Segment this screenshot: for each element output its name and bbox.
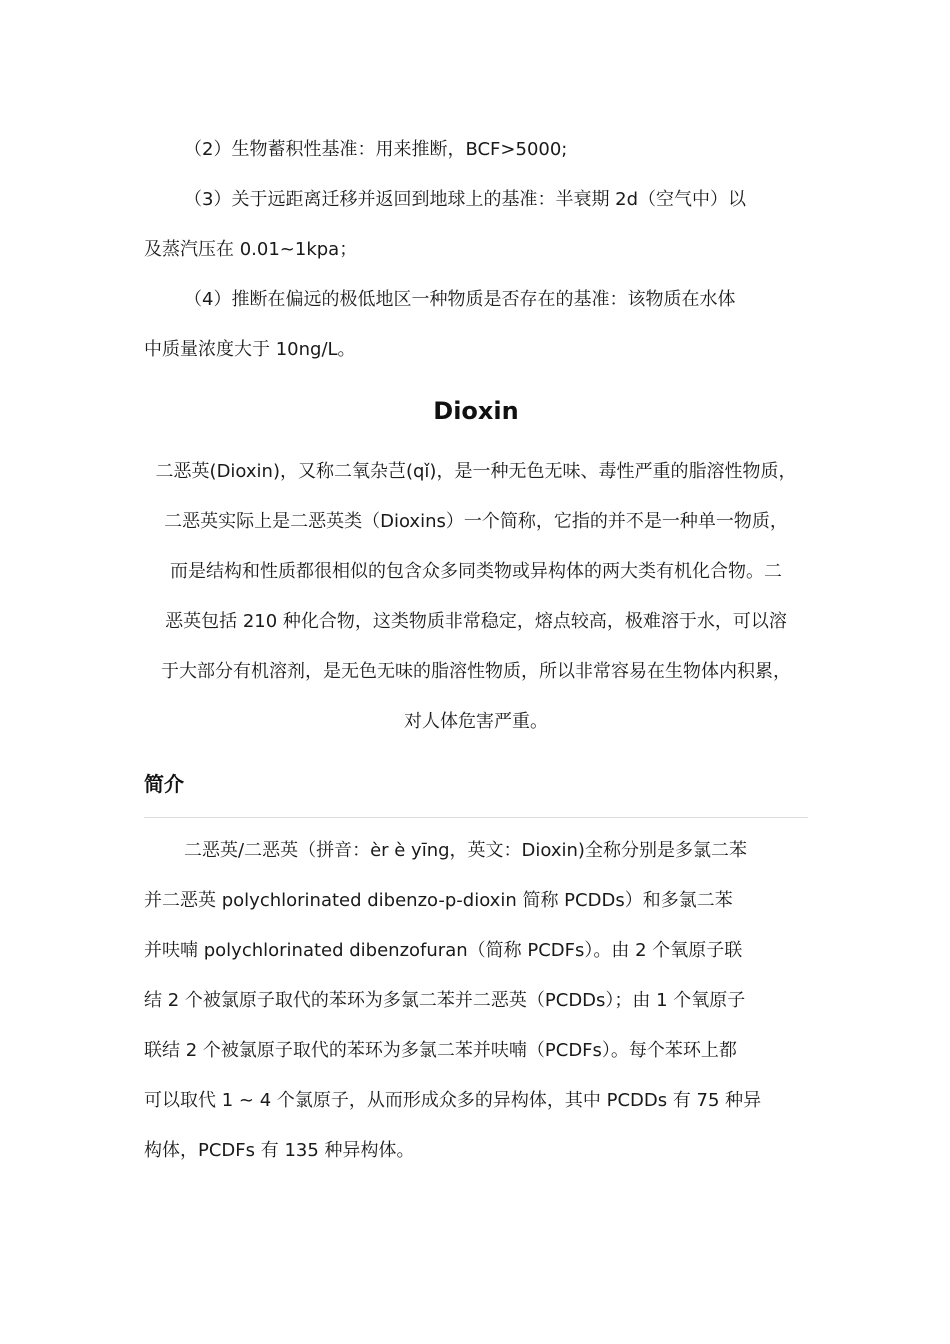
- dioxin-line: 于大部分有机溶剂，是无色无味的脂溶性物质，所以非常容易在生物体内积累，: [161, 661, 791, 682]
- dioxin-title: Dioxin: [433, 397, 519, 425]
- intro-line: 并二恶英 polychlorinated dibenzo-p-dioxin 简称 PCDDs）和多氯二苯: [144, 890, 733, 911]
- dioxin-description: [144, 447, 808, 747]
- intro-line: 构体，PCDFs 有 135 种异构体。: [144, 1140, 415, 1161]
- criteria-item-4-line-1: （4）推断在偏远的极低地区一种物质是否存在的基准：该物质在水体: [184, 289, 736, 310]
- criteria-item-3-line-2: 及蒸汽压在 0.01~1kpa；: [144, 239, 358, 260]
- intro-line: 二恶英/二恶英（拼音：èr è yīng，英文：Dioxin)全称分别是多氯二苯: [184, 840, 747, 861]
- dioxin-line: 对人体危害严重。: [404, 711, 548, 732]
- intro-line: 并呋喃 polychlorinated dibenzofuran（简称 PCDFs）。由 2 个氧原子联: [144, 940, 743, 961]
- dioxin-line: 恶英包括 210 种化合物，这类物质非常稳定，熔点较高，极难溶于水，可以溶: [165, 611, 787, 632]
- criteria-item-4-line-2: 中质量浓度大于 10ng/L。: [144, 339, 356, 360]
- intro-line: 结 2 个被氯原子取代的苯环为多氯二苯并二恶英（PCDDs）；由 1 个氧原子: [144, 990, 746, 1011]
- intro-paragraph: [144, 826, 808, 1176]
- dioxin-line: 而是结构和性质都很相似的包含众多同类物或异构体的两大类有机化合物。二: [170, 561, 782, 582]
- dioxin-line: 二恶英实际上是二恶英类（Dioxins）一个简称，它指的并不是一种单一物质，: [164, 511, 788, 532]
- criteria-item-2: （2）生物蓄积性基准：用来推断，BCF>5000;: [184, 139, 568, 160]
- document-page: [144, 125, 808, 1176]
- heading-divider: [144, 817, 808, 818]
- dioxin-line: 二恶英(Dioxin)，又称二氧杂芑(qǐ)，是一种无色无味、毒性严重的脂溶性物质，: [155, 461, 797, 482]
- intro-line: 联结 2 个被氯原子取代的苯环为多氯二苯并呋喃（PCDFs）。每个苯环上都: [144, 1040, 737, 1061]
- criteria-section: [144, 125, 808, 375]
- criteria-item-3-line-1: （3）关于远距离迁移并返回到地球上的基准：半衰期 2d（空气中）以: [184, 189, 747, 210]
- intro-line: 可以取代 1 ~ 4 个氯原子，从而形成众多的异构体，其中 PCDDs 有 75 种异: [144, 1090, 762, 1111]
- intro-heading: 简介: [144, 772, 184, 796]
